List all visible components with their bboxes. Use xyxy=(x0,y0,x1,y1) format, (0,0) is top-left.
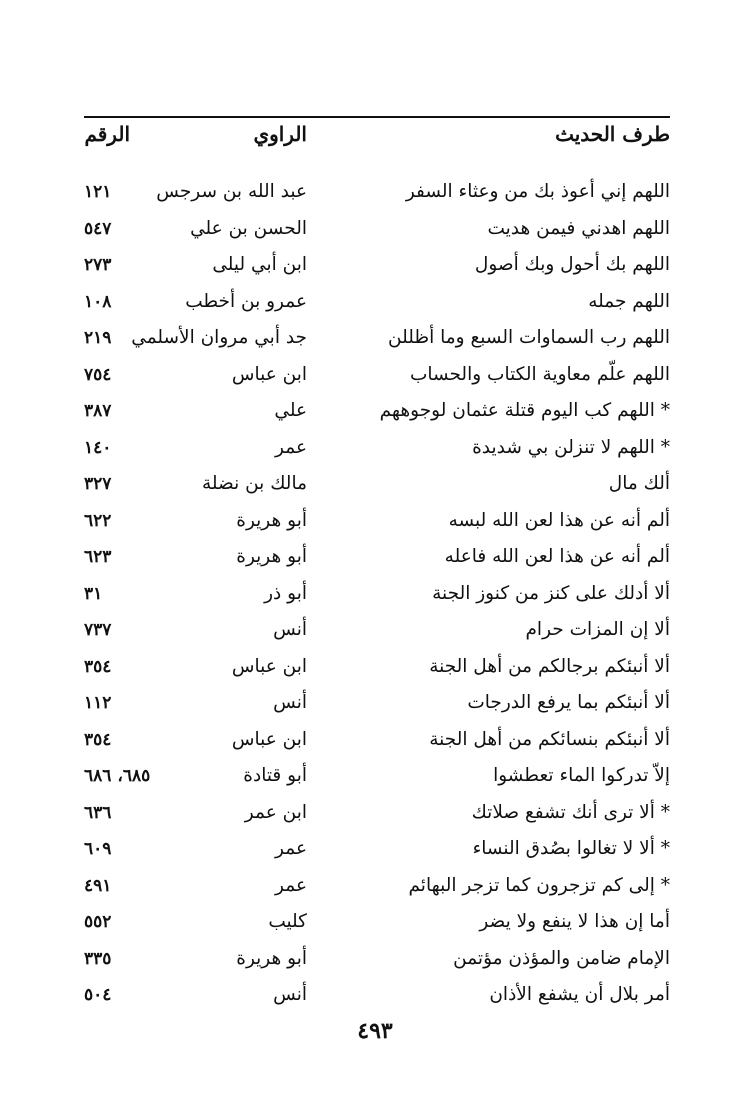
rawi-name: عبد الله بن سرجس xyxy=(156,181,307,202)
hadith-number: ١٤٠ xyxy=(84,437,112,458)
rawi-name: أبو قتادة xyxy=(243,765,307,786)
table-row xyxy=(84,578,670,615)
hadith-number: ٢٧٣ xyxy=(84,255,112,275)
hadith-text: * اللهم لا تنزلن بي شديدة xyxy=(472,436,670,458)
header-rawi: الراوي xyxy=(253,122,307,146)
hadith-text: * ألا ترى أنك تشفع صلاتك xyxy=(471,801,670,823)
hadith-text: اللهم جمله xyxy=(588,290,670,312)
hadith-text: ألم أنه عن هذا لعن الله فاعله xyxy=(444,546,670,567)
table-row xyxy=(84,468,670,505)
hadith-number: ١١٢ xyxy=(84,693,112,713)
header-hadith: طرف الحديث xyxy=(555,122,670,146)
table-row xyxy=(84,249,670,286)
table-row xyxy=(84,943,670,980)
table-row xyxy=(84,395,670,432)
table-row xyxy=(84,651,670,688)
table-header xyxy=(84,122,670,158)
rawi-name: الحسن بن علي xyxy=(190,217,307,239)
table-row xyxy=(84,614,670,651)
hadith-number: ١٠٨ xyxy=(84,291,112,312)
rawi-name: ابن عباس xyxy=(231,655,307,677)
rawi-name: جد أبي مروان الأسلمي xyxy=(131,327,307,348)
hadith-number: ٣٨٧ xyxy=(84,401,112,421)
hadith-text: أما إن هذا لا ينفع ولا يضر xyxy=(479,911,670,932)
hadith-text: اللهم إني أعوذ بك من وعثاء السفر xyxy=(405,181,670,202)
table-row xyxy=(84,724,670,761)
hadith-number: ٦٢٢ xyxy=(84,510,112,531)
hadith-number: ٥٤٧ xyxy=(84,218,112,239)
rawi-name: ابن عباس xyxy=(231,728,307,750)
table-row xyxy=(84,797,670,834)
rawi-name: عمر xyxy=(275,436,307,458)
rawi-name: عمر xyxy=(275,838,307,859)
table-row xyxy=(84,687,670,724)
rawi-name: أنس xyxy=(273,619,307,640)
hadith-number: ٦٢٣ xyxy=(84,547,112,567)
hadith-text: أمر بلال أن يشفع الأذان xyxy=(489,984,670,1005)
hadith-number: ٥٥٢ xyxy=(84,912,112,932)
hadith-number: ٧٥٤ xyxy=(84,364,112,385)
hadith-number: ٢١٩ xyxy=(84,328,112,348)
hadith-text: * إلى كم تزجرون كما تزجر البهائم xyxy=(408,874,670,896)
table-row xyxy=(84,541,670,578)
hadith-text: إلاّ تدركوا الماء تعطشوا xyxy=(493,765,670,786)
hadith-number: ٧٣٧ xyxy=(84,620,112,640)
hadith-text: ألا أنبئكم بما يرفع الدرجات xyxy=(467,692,670,713)
hadith-number: ٦٣٦ xyxy=(84,802,112,823)
table-row xyxy=(84,505,670,542)
hadith-number: ٦٨٥، ٦٨٦ xyxy=(84,766,151,786)
table-row xyxy=(84,213,670,250)
rawi-name: عمر xyxy=(275,874,307,896)
table-row xyxy=(84,979,670,1016)
hadith-text: اللهم بك أحول وبك أصول xyxy=(474,254,670,275)
page-number: ٤٩٣ xyxy=(357,1018,393,1044)
rawi-name: أبو هريرة xyxy=(236,947,307,969)
table-row xyxy=(84,906,670,943)
hadith-text: * ألا لا تغالوا بصُدق النساء xyxy=(472,838,670,859)
hadith-text: اللهم اهدني فيمن هديت xyxy=(487,217,670,239)
hadith-text: ألا إن المزات حرام xyxy=(525,619,670,640)
hadith-text: ألم أنه عن هذا لعن الله لبسه xyxy=(448,509,670,531)
hadith-text: ألا أنبئكم بنسائكم من أهل الجنة xyxy=(429,728,670,750)
table-row xyxy=(84,322,670,359)
table-row xyxy=(84,833,670,870)
hadith-number: ٦٠٩ xyxy=(84,839,112,859)
hadith-number: ١٢١ xyxy=(84,182,112,202)
hadith-number: ٣٣٥ xyxy=(84,948,112,969)
hadith-text: الإمام ضامن والمؤذن مؤتمن xyxy=(453,947,670,969)
rawi-name: ابن عباس xyxy=(231,363,307,385)
rawi-name: ابن عمر xyxy=(244,801,307,823)
header-rule xyxy=(84,116,670,118)
table-row xyxy=(84,176,670,213)
table-row xyxy=(84,432,670,469)
hadith-text: * اللهم كب اليوم قتلة عثمان لوجوههم xyxy=(379,400,670,421)
hadith-number: ٤٩١ xyxy=(84,875,112,896)
hadith-text: اللهم علّم معاوية الكتاب والحساب xyxy=(409,363,670,385)
rawi-name: كليب xyxy=(268,911,307,932)
hadith-text: اللهم رب السماوات السبع وما أظللن xyxy=(388,327,670,348)
rawi-name: أنس xyxy=(273,692,307,713)
hadith-number: ٣٥٤ xyxy=(84,729,112,750)
hadith-number: ٣٥٤ xyxy=(84,656,112,677)
table-row xyxy=(84,359,670,396)
rawi-name: مالك بن نضلة xyxy=(201,473,307,494)
hadith-number: ٥٠٤ xyxy=(84,985,112,1005)
table-row xyxy=(84,870,670,907)
hadith-number: ٣١ xyxy=(84,583,103,604)
hadith-text: ألك مال xyxy=(608,473,670,494)
rawi-name: علي xyxy=(274,400,307,421)
hadith-number: ٣٢٧ xyxy=(84,474,112,494)
rawi-name: أنس xyxy=(273,984,307,1005)
hadith-text: ألا أنبئكم برجالكم من أهل الجنة xyxy=(429,655,670,677)
header-number: الرقم xyxy=(84,122,130,146)
hadith-text: ألا أدلك على كنز من كنوز الجنة xyxy=(432,582,670,604)
rawi-name: عمرو بن أخطب xyxy=(185,290,307,312)
hadith-index-list xyxy=(84,176,670,1016)
rawi-name: أبو هريرة xyxy=(236,509,307,531)
rawi-name: ابن أبي ليلى xyxy=(212,254,307,275)
rawi-name: أبو هريرة xyxy=(236,546,307,567)
table-row xyxy=(84,760,670,797)
rawi-name: أبو ذر xyxy=(264,582,307,604)
table-row xyxy=(84,286,670,323)
